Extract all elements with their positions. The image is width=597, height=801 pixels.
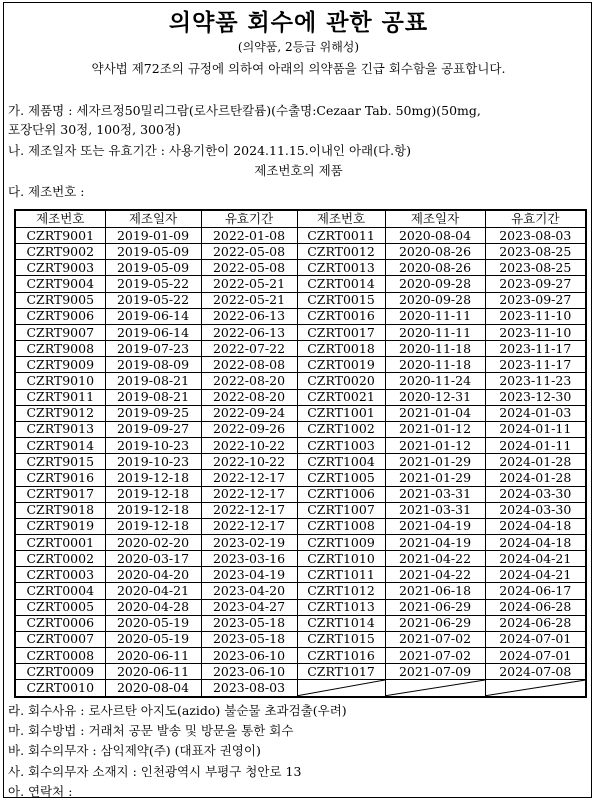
table-cell: 2020-11-11 <box>385 324 485 340</box>
table-cell: 2022-07-22 <box>201 341 297 357</box>
table-cell: CZRT1006 <box>297 486 385 502</box>
table-cell: 2024-01-11 <box>485 438 586 454</box>
item-product-name: 가. 제품명 : 세자르정50밀리그람(로사르탄칼륨)(수출명:Cezaar Tab. 50mg)(50mg, <box>8 103 481 118</box>
table-row <box>15 567 586 583</box>
table-cell: CZRT9014 <box>15 438 105 454</box>
table-cell: 2021-04-22 <box>385 567 485 583</box>
table-cell: 2021-06-29 <box>385 615 485 631</box>
table-cell: 2022-05-21 <box>201 276 297 292</box>
table-cell: CZRT0015 <box>297 292 385 308</box>
table-cell: 2023-08-03 <box>201 680 297 697</box>
table-cell: 2021-04-22 <box>385 551 485 567</box>
table-cell: 2019-01-09 <box>105 228 201 244</box>
table-cell: CZRT9008 <box>15 341 105 357</box>
table-cell: 2020-08-26 <box>385 244 485 260</box>
table-cell: 2021-06-18 <box>385 583 485 599</box>
table-cell: 2023-12-30 <box>485 389 586 405</box>
table-cell: 2021-01-12 <box>385 438 485 454</box>
table-cell: 2023-09-27 <box>485 276 586 292</box>
table-row <box>15 405 586 421</box>
table-cell: CZRT0013 <box>297 260 385 276</box>
table-cell: 2023-06-10 <box>201 648 297 664</box>
table-cell: 2022-01-08 <box>201 228 297 244</box>
table-cell: 2020-06-11 <box>105 648 201 664</box>
table-cell: 2020-05-19 <box>105 631 201 647</box>
table-cell: 2020-11-11 <box>385 308 485 324</box>
table-cell: 2022-12-17 <box>201 486 297 502</box>
table-cell: CZRT1017 <box>297 664 385 680</box>
table-cell: 2022-05-21 <box>201 292 297 308</box>
item-obligor-address: 사. 회수의무자 소재지 : 인천광역시 부평구 청안로 13 <box>8 764 302 779</box>
table-cell: 2019-08-09 <box>105 357 201 373</box>
table-cell: 2022-05-08 <box>201 260 297 276</box>
table-cell: CZRT9005 <box>15 292 105 308</box>
table-cell: 2019-12-18 <box>105 502 201 518</box>
item-lot-number-label: 다. 제조번호 : <box>8 184 85 199</box>
table-cell: 2020-08-04 <box>385 228 485 244</box>
item-contact: 아. 연락처 : <box>8 784 73 799</box>
item-recall-obligor: 바. 회수의무자 : 삼익제약(주) (대표자 권영이) <box>8 743 261 758</box>
table-cell: 2021-07-09 <box>385 664 485 680</box>
table-cell: CZRT1010 <box>297 551 385 567</box>
table-cell: 2024-03-30 <box>485 502 586 518</box>
table-cell: 2024-06-28 <box>485 615 586 631</box>
table-cell: 2022-06-13 <box>201 308 297 324</box>
table-cell: 2019-10-23 <box>105 454 201 470</box>
table-cell: 2021-07-02 <box>385 631 485 647</box>
table-cell: CZRT9019 <box>15 518 105 534</box>
table-row <box>15 357 586 373</box>
table-cell: CZRT9016 <box>15 470 105 486</box>
table-cell: 2023-05-18 <box>201 631 297 647</box>
table-cell: 2020-11-24 <box>385 373 485 389</box>
table-cell: 2024-07-08 <box>485 664 586 680</box>
table-cell: CZRT0011 <box>297 228 385 244</box>
table-cell: 2024-01-11 <box>485 421 586 437</box>
table-cell: 2020-09-28 <box>385 276 485 292</box>
table-row <box>15 631 586 647</box>
header-expiry-date: 유효기간 <box>485 210 586 228</box>
table-cell: 2024-04-21 <box>485 551 586 567</box>
table-cell: CZRT0017 <box>297 324 385 340</box>
table-cell: CZRT9011 <box>15 389 105 405</box>
table-row <box>15 438 586 454</box>
table-cell: 2021-01-04 <box>385 405 485 421</box>
table-cell: 2020-09-28 <box>385 292 485 308</box>
table-cell: 2019-12-18 <box>105 486 201 502</box>
table-cell: 2021-07-02 <box>385 648 485 664</box>
table-cell: CZRT1012 <box>297 583 385 599</box>
table-cell: 2019-08-21 <box>105 373 201 389</box>
header-lot-number: 제조번호 <box>15 210 105 228</box>
table-row <box>15 292 586 308</box>
table-cell: 2023-03-16 <box>201 551 297 567</box>
table-cell: CZRT1014 <box>297 615 385 631</box>
empty-cell <box>485 680 586 697</box>
table-cell: 2020-03-17 <box>105 551 201 567</box>
table-cell: CZRT1001 <box>297 405 385 421</box>
table-row <box>15 308 586 324</box>
table-cell: 2023-02-19 <box>201 534 297 550</box>
table-cell: 2019-05-22 <box>105 292 201 308</box>
table-cell: CZRT0002 <box>15 551 105 567</box>
page-title: 의약품 회수에 관한 공표 <box>168 10 429 36</box>
table-cell: 2023-11-23 <box>485 373 586 389</box>
table-cell: CZRT9003 <box>15 260 105 276</box>
table-cell: 2024-04-18 <box>485 518 586 534</box>
table-cell: 2020-05-19 <box>105 615 201 631</box>
table-row <box>15 551 586 567</box>
table-cell: 2020-08-26 <box>385 260 485 276</box>
header-lot-number: 제조번호 <box>297 210 385 228</box>
table-cell: 2022-10-22 <box>201 454 297 470</box>
table-row <box>15 680 586 697</box>
table-cell: CZRT9010 <box>15 373 105 389</box>
table-cell: CZRT9013 <box>15 421 105 437</box>
header-manufacture-date: 제조일자 <box>385 210 485 228</box>
table-cell: 2024-07-01 <box>485 631 586 647</box>
table-row <box>15 341 586 357</box>
table-cell: CZRT1008 <box>297 518 385 534</box>
table-cell: 2019-06-14 <box>105 308 201 324</box>
table-cell: 2023-04-27 <box>201 599 297 615</box>
table-cell: CZRT1004 <box>297 454 385 470</box>
table-cell: 2022-08-08 <box>201 357 297 373</box>
table-cell: 2021-04-19 <box>385 534 485 550</box>
table-cell: CZRT0008 <box>15 648 105 664</box>
lot-table <box>14 209 587 698</box>
table-row <box>15 276 586 292</box>
item-manufacture-date: 나. 제조일자 또는 유효기간 : 사용기한이 2024.11.15.이내인 아래(다.항) <box>8 143 411 158</box>
table-cell: CZRT0003 <box>15 567 105 583</box>
table-cell: CZRT9009 <box>15 357 105 373</box>
table-cell: 2023-11-17 <box>485 341 586 357</box>
diagonal-line <box>486 680 586 696</box>
table-cell: 2021-01-12 <box>385 421 485 437</box>
table-cell: 2022-12-17 <box>201 518 297 534</box>
table-cell: CZRT1015 <box>297 631 385 647</box>
empty-cell <box>297 680 385 697</box>
table-cell: 2021-01-29 <box>385 454 485 470</box>
item-manufacture-date-cont: 제조번호의 제품 <box>254 163 343 178</box>
table-cell: 2021-04-19 <box>385 518 485 534</box>
table-row <box>15 454 586 470</box>
diagonal-line <box>298 680 385 696</box>
table-row <box>15 534 586 550</box>
table-cell: 2023-11-17 <box>485 357 586 373</box>
table-cell: 2022-06-13 <box>201 324 297 340</box>
table-cell: CZRT0018 <box>297 341 385 357</box>
table-row <box>15 486 586 502</box>
table-row <box>15 389 586 405</box>
table-cell: CZRT9001 <box>15 228 105 244</box>
table-row <box>15 373 586 389</box>
table-cell: 2024-06-17 <box>485 583 586 599</box>
table-cell: 2022-12-17 <box>201 470 297 486</box>
table-cell: 2019-08-21 <box>105 389 201 405</box>
table-cell: 2023-08-25 <box>485 244 586 260</box>
item-recall-method: 마. 회수방법 : 거래처 공문 발송 및 방문을 통한 회수 <box>8 723 294 738</box>
table-cell: 2019-12-18 <box>105 518 201 534</box>
table-cell: 2022-08-20 <box>201 373 297 389</box>
table-row <box>15 324 586 340</box>
table-cell: CZRT9012 <box>15 405 105 421</box>
table-row <box>15 228 586 244</box>
table-cell: CZRT0010 <box>15 680 105 697</box>
header-manufacture-date: 제조일자 <box>105 210 201 228</box>
table-cell: 2020-08-04 <box>105 680 201 697</box>
table-cell: CZRT0001 <box>15 534 105 550</box>
table-cell: 2020-06-11 <box>105 664 201 680</box>
table-cell: 2019-10-23 <box>105 438 201 454</box>
table-cell: 2020-04-20 <box>105 567 201 583</box>
table-row <box>15 518 586 534</box>
table-row <box>15 664 586 680</box>
table-cell: CZRT0006 <box>15 615 105 631</box>
table-cell: CZRT1007 <box>297 502 385 518</box>
table-cell: CZRT1005 <box>297 470 385 486</box>
table-cell: 2023-06-10 <box>201 664 297 680</box>
table-cell: CZRT9006 <box>15 308 105 324</box>
table-cell: 2024-03-30 <box>485 486 586 502</box>
table-cell: 2022-05-08 <box>201 244 297 260</box>
table-cell: 2024-01-28 <box>485 470 586 486</box>
table-cell: 2019-05-22 <box>105 276 201 292</box>
table-cell: 2022-09-24 <box>201 405 297 421</box>
table-row <box>15 615 586 631</box>
table-cell: CZRT1011 <box>297 567 385 583</box>
table-row <box>15 470 586 486</box>
table-cell: 2023-11-10 <box>485 324 586 340</box>
table-cell: 2020-11-18 <box>385 341 485 357</box>
table-cell: CZRT0007 <box>15 631 105 647</box>
table-cell: 2019-07-23 <box>105 341 201 357</box>
table-cell: CZRT9015 <box>15 454 105 470</box>
table-cell: 2024-01-28 <box>485 454 586 470</box>
table-row <box>15 421 586 437</box>
table-cell: 2022-08-20 <box>201 389 297 405</box>
table-cell: 2021-03-31 <box>385 502 485 518</box>
table-cell: 2021-03-31 <box>385 486 485 502</box>
table-cell: CZRT9002 <box>15 244 105 260</box>
table-cell: 2023-08-03 <box>485 228 586 244</box>
table-cell: CZRT1003 <box>297 438 385 454</box>
table-cell: 2019-05-09 <box>105 260 201 276</box>
table-cell: 2020-02-20 <box>105 534 201 550</box>
table-cell: CZRT0021 <box>297 389 385 405</box>
table-cell: 2023-05-18 <box>201 615 297 631</box>
table-cell: CZRT0005 <box>15 599 105 615</box>
table-cell: 2020-04-21 <box>105 583 201 599</box>
table-cell: 2023-11-10 <box>485 308 586 324</box>
table-cell: CZRT9007 <box>15 324 105 340</box>
header-expiry-date: 유효기간 <box>201 210 297 228</box>
table-cell: CZRT0020 <box>297 373 385 389</box>
table-cell: 2023-04-19 <box>201 567 297 583</box>
table-cell: 2019-09-27 <box>105 421 201 437</box>
intro-text: 약사법 제72조의 규정에 의하여 아래의 의약품을 긴급 회수함을 공표합니다. <box>91 61 506 76</box>
table-cell: CZRT1009 <box>297 534 385 550</box>
table-row <box>15 244 586 260</box>
empty-cell <box>385 680 485 697</box>
table-row <box>15 599 586 615</box>
table-cell: 2024-06-28 <box>485 599 586 615</box>
subtitle: (의약품, 2등급 위해성) <box>237 40 360 54</box>
table-cell: 2022-12-17 <box>201 502 297 518</box>
table-row <box>15 502 586 518</box>
table-cell: 2020-04-28 <box>105 599 201 615</box>
table-cell: 2020-11-18 <box>385 357 485 373</box>
table-header-row <box>15 210 586 228</box>
table-cell: CZRT0019 <box>297 357 385 373</box>
table-cell: 2024-04-18 <box>485 534 586 550</box>
table-cell: 2019-05-09 <box>105 244 201 260</box>
table-cell: 2021-06-29 <box>385 599 485 615</box>
table-row <box>15 583 586 599</box>
table-cell: 2023-09-27 <box>485 292 586 308</box>
table-cell: 2019-09-25 <box>105 405 201 421</box>
table-cell: CZRT0012 <box>297 244 385 260</box>
table-cell: 2019-06-14 <box>105 324 201 340</box>
table-cell: 2021-01-29 <box>385 470 485 486</box>
table-cell: CZRT1013 <box>297 599 385 615</box>
table-cell: 2023-04-20 <box>201 583 297 599</box>
diagonal-line <box>386 680 485 696</box>
table-cell: 2019-12-18 <box>105 470 201 486</box>
table-cell: CZRT0004 <box>15 583 105 599</box>
item-recall-reason: 라. 회수사유 : 로사르탄 아지도(azido) 불순물 초과검출(우려) <box>8 703 347 718</box>
lot-table-body <box>15 228 586 698</box>
item-product-name-cont: 포장단위 30정, 100정, 300정) <box>8 122 181 137</box>
table-cell: CZRT9004 <box>15 276 105 292</box>
table-cell: CZRT1002 <box>297 421 385 437</box>
table-cell: 2020-12-31 <box>385 389 485 405</box>
table-cell: 2024-01-03 <box>485 405 586 421</box>
table-cell: CZRT9017 <box>15 486 105 502</box>
table-cell: CZRT1016 <box>297 648 385 664</box>
table-cell: CZRT0016 <box>297 308 385 324</box>
table-cell: 2024-07-01 <box>485 648 586 664</box>
table-cell: 2023-08-25 <box>485 260 586 276</box>
table-cell: CZRT0009 <box>15 664 105 680</box>
table-cell: CZRT0014 <box>297 276 385 292</box>
table-cell: 2024-04-21 <box>485 567 586 583</box>
table-cell: CZRT9018 <box>15 502 105 518</box>
table-row <box>15 648 586 664</box>
table-row <box>15 260 586 276</box>
table-cell: 2022-09-26 <box>201 421 297 437</box>
table-cell: 2022-10-22 <box>201 438 297 454</box>
